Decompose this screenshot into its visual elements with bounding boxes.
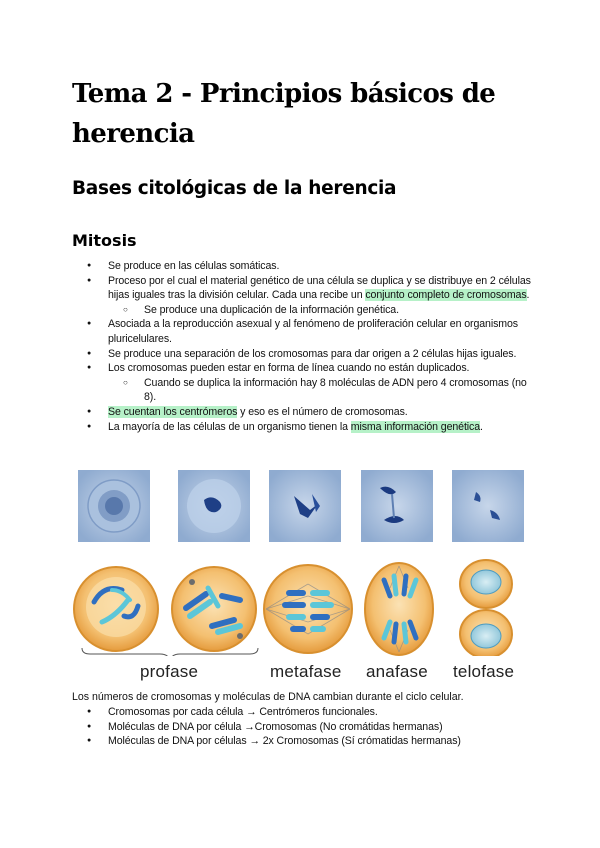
list-item: ● Se produce una separación de los cromosomas para dar origen a 2 células hijas iguales. <box>108 347 533 362</box>
list-item: ● Proceso por el cual el material genético de una célula se duplica y se distribuye en 2 células hijas iguales tras la división celular. Cada una recibe un conjunto completo de cromosomas. <box>108 274 533 303</box>
list-item: ● Se cuentan los centrómeros y eso es el número de cromosomas. <box>108 405 533 420</box>
highlighted-text: misma información genética <box>350 420 481 433</box>
phase-label-metafase: metafase <box>270 662 342 681</box>
sub-list-item: ○ Se produce una duplicación de la información genética. <box>108 303 533 318</box>
cell-prophase-2 <box>172 567 256 651</box>
paragraph: Los números de cromosomas y moléculas de DNA cambian durante el ciclo celular. <box>72 691 464 703</box>
section-heading: Bases citológicas de la herencia <box>72 178 397 199</box>
list-item: ● Cromosomas por cada célula → Centrómeros funcionales. <box>108 705 533 720</box>
cell-prophase-1 <box>74 567 158 651</box>
phase-label-telofase: telofase <box>453 662 515 681</box>
cell-metaphase <box>264 565 352 653</box>
mitosis-bullet-list <box>108 259 533 434</box>
list-item: ● La mayoría de las células de un organismo tienen la misma información genética. <box>108 420 533 435</box>
highlighted-text: Se cuentan los centrómeros <box>108 405 238 418</box>
subsection-heading: Mitosis <box>72 231 137 250</box>
sub-list-item: ○ Cuando se duplica la información hay 8 moléculas de ADN pero 4 cromosomas (no 8). <box>108 376 533 405</box>
micrograph-telophase <box>452 470 524 542</box>
cell-telophase <box>460 560 512 656</box>
cycle-bullet-list <box>108 705 533 749</box>
mitosis-phases-figure <box>72 466 528 686</box>
list-item: ● Asociada a la reproducción asexual y al fenómeno de proliferación celular en organismos pluricelulares. <box>108 317 533 346</box>
micrograph-prophase <box>78 470 150 542</box>
list-item: ● Los cromosomas pueden estar en forma de línea cuando no están duplicados. <box>108 361 533 376</box>
list-item: ● Moléculas de DNA por célula →Cromosomas (No cromátidas hermanas) <box>108 720 533 735</box>
highlighted-text: conjunto completo de cromosomas <box>365 289 527 302</box>
micrograph-prometaphase <box>178 470 250 542</box>
micrograph-metaphase <box>269 470 341 542</box>
list-item: ● Moléculas de DNA por células → 2x Cromosomas (Sí crómatidas hermanas) <box>108 734 533 749</box>
cell-anaphase <box>365 563 433 655</box>
phase-label-anafase: anafase <box>366 662 428 681</box>
phase-label-profase: profase <box>140 662 199 681</box>
list-item: ● Se produce en las células somáticas. <box>108 259 533 274</box>
page-title: Tema 2 - Principios básicos de herencia <box>72 79 496 149</box>
micrograph-anaphase <box>361 470 433 542</box>
mitosis-illustration <box>72 466 528 656</box>
